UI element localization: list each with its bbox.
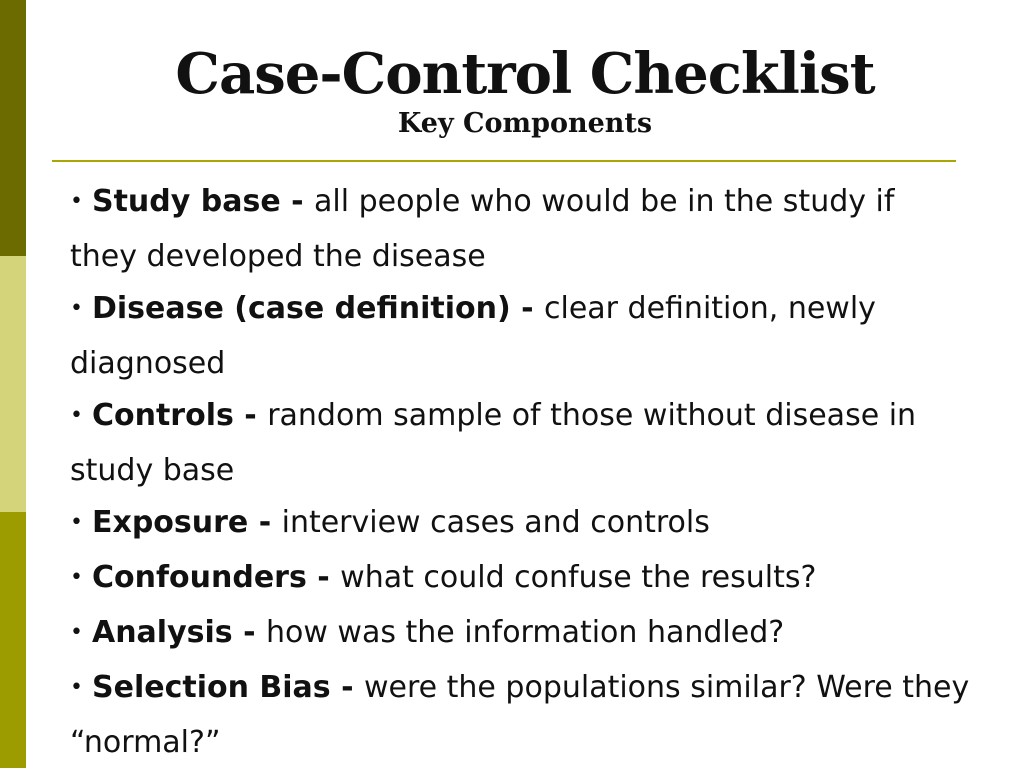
item-term: Analysis - — [91, 615, 266, 650]
bullet-icon: • — [70, 510, 83, 535]
item-term: Controls - — [91, 398, 268, 433]
title-divider — [52, 160, 956, 162]
bullet-icon: • — [70, 189, 83, 214]
bullet-icon: • — [70, 296, 83, 321]
bullet-icon: • — [70, 675, 83, 700]
checklist-item-analysis — [70, 607, 970, 662]
bullet-icon: • — [70, 565, 83, 590]
slide-subtitle: Key Components — [397, 107, 653, 139]
slide-title: Case-Control Checklist — [175, 41, 875, 107]
bullet-icon: • — [70, 620, 83, 645]
sidebar-accent-bottom — [0, 512, 26, 768]
item-term: Selection Bias - — [91, 670, 364, 705]
checklist-item-study-base — [70, 176, 970, 283]
item-text: what could confuse the results? — [340, 560, 817, 595]
item-term: Disease (case definition) - — [91, 291, 544, 326]
item-term: Exposure - — [91, 505, 282, 540]
checklist-body — [70, 176, 970, 769]
checklist-item-confounders — [70, 552, 970, 607]
item-term: Study base - — [91, 184, 315, 219]
item-text: how was the information handled? — [265, 615, 785, 650]
title-block — [26, 41, 1024, 139]
checklist-item-disease — [70, 283, 970, 390]
bullet-icon: • — [70, 403, 83, 428]
sidebar-accent-top — [0, 0, 26, 256]
item-text: were the populations similar? Were they “normal?” — [70, 670, 970, 760]
checklist-item-exposure — [70, 497, 970, 552]
checklist-item-selection-bias — [70, 662, 970, 769]
sidebar-accent-middle — [0, 256, 26, 512]
checklist-item-controls — [70, 390, 970, 497]
item-term: Confounders - — [91, 560, 341, 595]
item-text: clear definition, newly diagnosed — [70, 291, 876, 381]
item-text: random sample of those without disease in study base — [70, 398, 917, 488]
item-text: interview cases and controls — [281, 505, 710, 540]
item-text: all people who would be in the study if they developed the disease — [70, 184, 895, 274]
